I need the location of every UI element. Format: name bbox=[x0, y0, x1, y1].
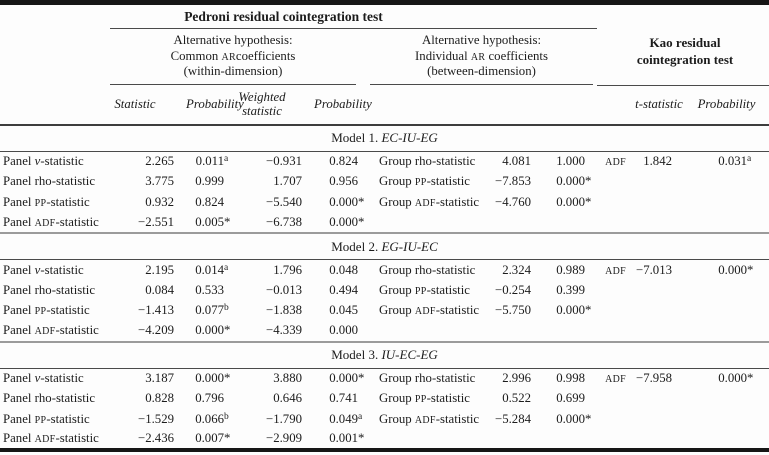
panel-weighted-statistic bbox=[236, 151, 314, 172]
panel-statistic bbox=[110, 260, 186, 281]
model-number: Model 2. bbox=[331, 238, 379, 254]
kao-probability bbox=[684, 321, 769, 342]
value: −0.013 bbox=[265, 282, 302, 297]
panel-probability bbox=[186, 409, 236, 430]
value: −7.013 bbox=[635, 262, 672, 277]
panel-label: Panel ADF-statistic bbox=[3, 431, 99, 446]
spacer-cell bbox=[486, 85, 543, 125]
panel-probability bbox=[186, 172, 236, 193]
group-probability bbox=[543, 368, 597, 389]
group-probability bbox=[543, 280, 597, 301]
table-row bbox=[0, 151, 769, 172]
group-statistic bbox=[486, 280, 543, 301]
kao-probability bbox=[684, 192, 769, 213]
value: 0.005 bbox=[195, 214, 224, 229]
value: 1.842 bbox=[643, 154, 672, 168]
group-probability bbox=[543, 172, 597, 193]
value: 0.399 bbox=[556, 282, 585, 297]
table-row bbox=[0, 213, 769, 234]
value: −2.436 bbox=[137, 431, 174, 446]
value: 3.775 bbox=[145, 174, 174, 189]
group-statistic bbox=[486, 368, 543, 389]
panel-label: Panel PP-statistic bbox=[3, 194, 90, 209]
value: −6.738 bbox=[265, 214, 302, 229]
value: 0.014 bbox=[195, 262, 224, 277]
value: 2.265 bbox=[145, 154, 174, 168]
group-label: Group ADF-statistic bbox=[379, 194, 480, 209]
group-statistic bbox=[486, 172, 543, 193]
table-body bbox=[0, 125, 769, 451]
value: 1.796 bbox=[273, 262, 302, 277]
panel-weighted-probability bbox=[314, 260, 370, 281]
panel-statistic bbox=[110, 409, 186, 430]
group-statistic bbox=[486, 192, 543, 213]
panel-probability bbox=[186, 192, 236, 213]
panel-label: Panel ADF-statistic bbox=[3, 323, 99, 338]
panel-statistic bbox=[110, 368, 186, 389]
kao-test-label bbox=[597, 192, 634, 213]
group-label: Group ADF-statistic bbox=[379, 303, 480, 318]
table-row bbox=[0, 409, 769, 430]
panel-weighted-statistic bbox=[236, 409, 314, 430]
significance-marker: * bbox=[585, 174, 592, 189]
table-row bbox=[0, 368, 769, 389]
kao-t-statistic bbox=[634, 301, 684, 322]
panel-weighted-statistic bbox=[236, 301, 314, 322]
kao-t-statistic bbox=[634, 172, 684, 193]
group-statistic bbox=[486, 430, 543, 451]
panel-statistic bbox=[110, 192, 186, 213]
significance-marker: b bbox=[224, 303, 229, 314]
group-statistic bbox=[486, 389, 543, 410]
between-line-3: (between-dimension) bbox=[427, 64, 536, 79]
kao-probability bbox=[684, 213, 769, 234]
kao-test-label: ADF bbox=[605, 265, 626, 277]
value: −1.838 bbox=[265, 303, 302, 318]
value: 2.324 bbox=[502, 262, 531, 277]
panel-probability bbox=[186, 260, 236, 281]
kao-t-statistic bbox=[634, 368, 684, 389]
model-number: Model 3. bbox=[331, 347, 379, 362]
panel-weighted-probability bbox=[314, 151, 370, 172]
table-row bbox=[0, 389, 769, 410]
value: 0.824 bbox=[329, 154, 358, 168]
panel-label: Panel ADF-statistic bbox=[3, 214, 99, 229]
significance-marker: * bbox=[747, 262, 754, 277]
group-statistic bbox=[486, 213, 543, 234]
value: 0.000 bbox=[329, 194, 358, 209]
value: 0.000 bbox=[556, 174, 585, 189]
kao-test-label bbox=[597, 321, 634, 342]
panel-label: Panel v-statistic bbox=[3, 154, 84, 168]
table-row bbox=[0, 321, 769, 342]
panel-label: Panel rho-statistic bbox=[3, 282, 96, 297]
model-code: EC-IU-EG bbox=[381, 130, 438, 145]
panel-weighted-probability bbox=[314, 280, 370, 301]
group-label: Group PP-statistic bbox=[379, 282, 470, 297]
model-heading bbox=[0, 125, 769, 152]
group-label: Group PP-statistic bbox=[379, 391, 470, 406]
kao-title-line-2: cointegration test bbox=[636, 51, 734, 67]
column-header-probability-1: Probability bbox=[186, 85, 236, 125]
value: 0.494 bbox=[329, 282, 358, 297]
value: 3.187 bbox=[145, 371, 174, 385]
spacer-cell bbox=[0, 29, 110, 86]
group-probability bbox=[543, 301, 597, 322]
value: −5.750 bbox=[494, 303, 531, 318]
value: −7.958 bbox=[635, 371, 672, 385]
group-statistic bbox=[486, 260, 543, 281]
value: −5.540 bbox=[265, 194, 302, 209]
within-line-1: Alternative hypothesis: bbox=[173, 33, 293, 48]
kao-t-statistic bbox=[634, 430, 684, 451]
kao-probability bbox=[684, 368, 769, 389]
kao-t-statistic bbox=[634, 389, 684, 410]
value: 0.031 bbox=[718, 154, 748, 168]
value: 0.000 bbox=[556, 411, 585, 426]
kao-probability bbox=[684, 172, 769, 193]
panel-probability bbox=[186, 368, 236, 389]
significance-marker: * bbox=[224, 431, 231, 446]
value: 4.081 bbox=[502, 154, 531, 168]
significance-marker: * bbox=[224, 323, 231, 338]
value: −7.853 bbox=[494, 174, 531, 189]
value: 0.000 bbox=[195, 323, 224, 338]
kao-test-label bbox=[597, 172, 634, 193]
value: 0.011 bbox=[195, 154, 224, 168]
between-line-1: Alternative hypothesis: bbox=[421, 33, 542, 48]
column-header-weighted-statistic: Weighted statistic bbox=[236, 85, 314, 125]
panel-probability bbox=[186, 280, 236, 301]
significance-marker: b bbox=[224, 411, 229, 422]
significance-marker: a bbox=[747, 154, 752, 164]
model-number: Model 1. bbox=[331, 130, 379, 145]
pedroni-test-title: Pedroni residual cointegration test bbox=[110, 3, 597, 29]
value: 0.699 bbox=[556, 391, 585, 406]
column-header-probability-2: Probability bbox=[314, 85, 370, 125]
value: −4.209 bbox=[137, 323, 174, 338]
panel-label: Panel PP-statistic bbox=[3, 411, 90, 426]
value: −1.413 bbox=[137, 303, 174, 318]
significance-marker: * bbox=[358, 194, 365, 209]
group-label: Group ADF-statistic bbox=[379, 411, 480, 426]
panel-weighted-statistic bbox=[236, 260, 314, 281]
kao-probability bbox=[684, 260, 769, 281]
kao-t-statistic bbox=[634, 280, 684, 301]
panel-weighted-statistic bbox=[236, 321, 314, 342]
table-row bbox=[0, 430, 769, 451]
between-line-2: Individual AR coefficients bbox=[415, 48, 548, 63]
value: 0.045 bbox=[329, 303, 358, 318]
significance-marker: a bbox=[224, 262, 229, 273]
panel-label: Panel rho-statistic bbox=[3, 174, 96, 189]
value: 0.000 bbox=[329, 214, 358, 229]
value: 0.000 bbox=[718, 371, 748, 385]
panel-weighted-statistic bbox=[236, 389, 314, 410]
within-dimension-header-cell bbox=[110, 29, 370, 86]
model-heading bbox=[0, 233, 769, 260]
between-dimension-header bbox=[370, 29, 593, 85]
significance-marker: * bbox=[585, 194, 592, 209]
panel-weighted-probability bbox=[314, 389, 370, 410]
kao-t-statistic bbox=[634, 192, 684, 213]
group-probability bbox=[543, 260, 597, 281]
panel-label: Panel v-statistic bbox=[3, 262, 84, 277]
kao-probability bbox=[684, 280, 769, 301]
panel-label: Panel rho-statistic bbox=[3, 391, 96, 406]
value: 0.000 bbox=[329, 371, 358, 385]
value: 0.000 bbox=[556, 303, 585, 318]
panel-statistic bbox=[110, 151, 186, 172]
value: 1.000 bbox=[556, 154, 585, 168]
value: 0.000 bbox=[329, 323, 358, 338]
significance-marker: * bbox=[585, 411, 592, 426]
spacer-cell bbox=[370, 85, 486, 125]
value: 0.049 bbox=[329, 411, 358, 426]
panel-probability bbox=[186, 301, 236, 322]
panel-weighted-statistic bbox=[236, 368, 314, 389]
within-line-3: (within-dimension) bbox=[183, 64, 283, 79]
kao-t-statistic bbox=[634, 321, 684, 342]
model-code: IU-EC-EG bbox=[381, 347, 438, 362]
kao-test-label bbox=[597, 389, 634, 410]
group-statistic bbox=[486, 409, 543, 430]
value: 0.956 bbox=[329, 174, 358, 189]
spacer-cell bbox=[597, 85, 634, 125]
significance-marker: * bbox=[224, 371, 231, 385]
group-label bbox=[370, 321, 486, 342]
kao-test-label bbox=[597, 430, 634, 451]
table-row bbox=[0, 172, 769, 193]
group-label: Group rho-statistic bbox=[379, 262, 476, 277]
value: 0.741 bbox=[329, 391, 358, 406]
panel-statistic bbox=[110, 389, 186, 410]
significance-marker: * bbox=[585, 303, 592, 318]
panel-weighted-probability bbox=[314, 368, 370, 389]
value: −1.790 bbox=[265, 411, 302, 426]
panel-statistic bbox=[110, 172, 186, 193]
value: 0.084 bbox=[145, 282, 174, 297]
column-header-probability-kao: Probability bbox=[684, 85, 769, 125]
value: 0.048 bbox=[329, 262, 358, 277]
panel-weighted-probability bbox=[314, 409, 370, 430]
model-heading-row bbox=[0, 233, 769, 260]
panel-weighted-statistic bbox=[236, 192, 314, 213]
group-label bbox=[370, 213, 486, 234]
value: 0.932 bbox=[145, 194, 174, 209]
value: 0.999 bbox=[195, 174, 224, 189]
value: 0.001 bbox=[329, 431, 358, 446]
spacer-cell bbox=[0, 3, 110, 29]
kao-test-label bbox=[597, 409, 634, 430]
within-dimension-header bbox=[110, 29, 356, 85]
between-dimension-header-cell bbox=[370, 29, 597, 86]
group-label: Group rho-statistic bbox=[379, 154, 476, 168]
value: 0.998 bbox=[556, 371, 585, 385]
model-code: EG-IU-EC bbox=[381, 238, 438, 254]
kao-t-statistic bbox=[634, 409, 684, 430]
group-probability bbox=[543, 409, 597, 430]
group-label bbox=[370, 430, 486, 451]
significance-marker: * bbox=[358, 431, 365, 446]
value: −5.284 bbox=[494, 411, 531, 426]
header-row-columns bbox=[0, 85, 769, 125]
panel-weighted-probability bbox=[314, 321, 370, 342]
value: 0.000 bbox=[195, 371, 224, 385]
value: 0.828 bbox=[145, 391, 174, 406]
table-row bbox=[0, 192, 769, 213]
panel-statistic bbox=[110, 301, 186, 322]
group-probability bbox=[543, 151, 597, 172]
kao-test-label: ADF bbox=[605, 374, 626, 385]
value: 0.522 bbox=[502, 391, 531, 406]
panel-probability bbox=[186, 321, 236, 342]
value: 0.000 bbox=[556, 194, 585, 209]
kao-test-title bbox=[597, 3, 769, 86]
significance-marker: * bbox=[747, 371, 754, 385]
value: 0.066 bbox=[195, 411, 224, 426]
table-row bbox=[0, 301, 769, 322]
significance-marker: * bbox=[358, 214, 365, 229]
group-probability bbox=[543, 213, 597, 234]
value: −2.551 bbox=[137, 214, 174, 229]
value: −0.931 bbox=[265, 154, 302, 168]
panel-statistic bbox=[110, 321, 186, 342]
group-label: Group rho-statistic bbox=[379, 371, 476, 385]
value: 2.996 bbox=[502, 371, 531, 385]
value: 0.533 bbox=[195, 282, 224, 297]
group-probability bbox=[543, 430, 597, 451]
kao-test-label bbox=[597, 213, 634, 234]
value: −4.339 bbox=[265, 323, 302, 338]
value: 0.646 bbox=[273, 391, 302, 406]
kao-probability bbox=[684, 409, 769, 430]
group-probability bbox=[543, 192, 597, 213]
value: 0.824 bbox=[195, 194, 224, 209]
significance-marker: a bbox=[224, 154, 229, 164]
kao-t-statistic bbox=[634, 151, 684, 172]
value: −4.760 bbox=[494, 194, 531, 209]
model-heading-row bbox=[0, 342, 769, 369]
kao-test-label: ADF bbox=[605, 157, 626, 168]
kao-t-statistic bbox=[634, 260, 684, 281]
group-probability bbox=[543, 389, 597, 410]
significance-marker: a bbox=[358, 411, 363, 422]
panel-weighted-statistic bbox=[236, 172, 314, 193]
group-label: Group PP-statistic bbox=[379, 174, 470, 189]
value: 0.077 bbox=[195, 303, 224, 318]
panel-probability bbox=[186, 389, 236, 410]
panel-weighted-probability bbox=[314, 192, 370, 213]
panel-weighted-probability bbox=[314, 301, 370, 322]
value: 0.000 bbox=[718, 262, 748, 277]
table-row bbox=[0, 260, 769, 281]
group-statistic bbox=[486, 321, 543, 342]
column-header-t-statistic: t-statistic bbox=[634, 85, 684, 125]
kao-test-label bbox=[597, 301, 634, 322]
kao-probability bbox=[684, 389, 769, 410]
panel-probability bbox=[186, 213, 236, 234]
spacer-cell bbox=[543, 85, 597, 125]
panel-label: Panel PP-statistic bbox=[3, 303, 90, 318]
within-line-2: Common ARcoefficients bbox=[170, 48, 296, 63]
panel-probability bbox=[186, 151, 236, 172]
table-row bbox=[0, 280, 769, 301]
kao-t-statistic bbox=[634, 213, 684, 234]
panel-weighted-probability bbox=[314, 172, 370, 193]
significance-marker: * bbox=[224, 214, 231, 229]
panel-weighted-statistic bbox=[236, 430, 314, 451]
value: 0.989 bbox=[556, 262, 585, 277]
value: 3.880 bbox=[273, 371, 302, 385]
model-heading bbox=[0, 342, 769, 369]
value: 2.195 bbox=[145, 262, 174, 277]
panel-weighted-statistic bbox=[236, 280, 314, 301]
panel-label: Panel v-statistic bbox=[3, 371, 84, 385]
panel-weighted-statistic bbox=[236, 213, 314, 234]
panel-weighted-probability bbox=[314, 213, 370, 234]
panel-weighted-probability bbox=[314, 430, 370, 451]
kao-probability bbox=[684, 301, 769, 322]
kao-probability bbox=[684, 430, 769, 451]
value: −1.529 bbox=[137, 411, 174, 426]
spacer-cell bbox=[0, 85, 110, 125]
panel-statistic bbox=[110, 213, 186, 234]
value: 0.796 bbox=[195, 391, 224, 406]
group-statistic bbox=[486, 301, 543, 322]
panel-probability bbox=[186, 430, 236, 451]
table-header bbox=[0, 3, 769, 125]
value: 0.007 bbox=[195, 431, 224, 446]
kao-title-line-1: Kao residual bbox=[649, 34, 721, 50]
panel-statistic bbox=[110, 430, 186, 451]
value: −0.254 bbox=[494, 282, 531, 297]
group-probability bbox=[543, 321, 597, 342]
kao-probability bbox=[684, 151, 769, 172]
model-heading-row bbox=[0, 125, 769, 152]
value: −2.909 bbox=[265, 431, 302, 446]
panel-statistic bbox=[110, 280, 186, 301]
column-header-statistic: Statistic bbox=[110, 85, 186, 125]
kao-test-label bbox=[597, 280, 634, 301]
significance-marker: * bbox=[358, 371, 365, 385]
value: 1.707 bbox=[273, 174, 302, 189]
header-row-titles bbox=[0, 3, 769, 29]
group-statistic bbox=[486, 151, 543, 172]
